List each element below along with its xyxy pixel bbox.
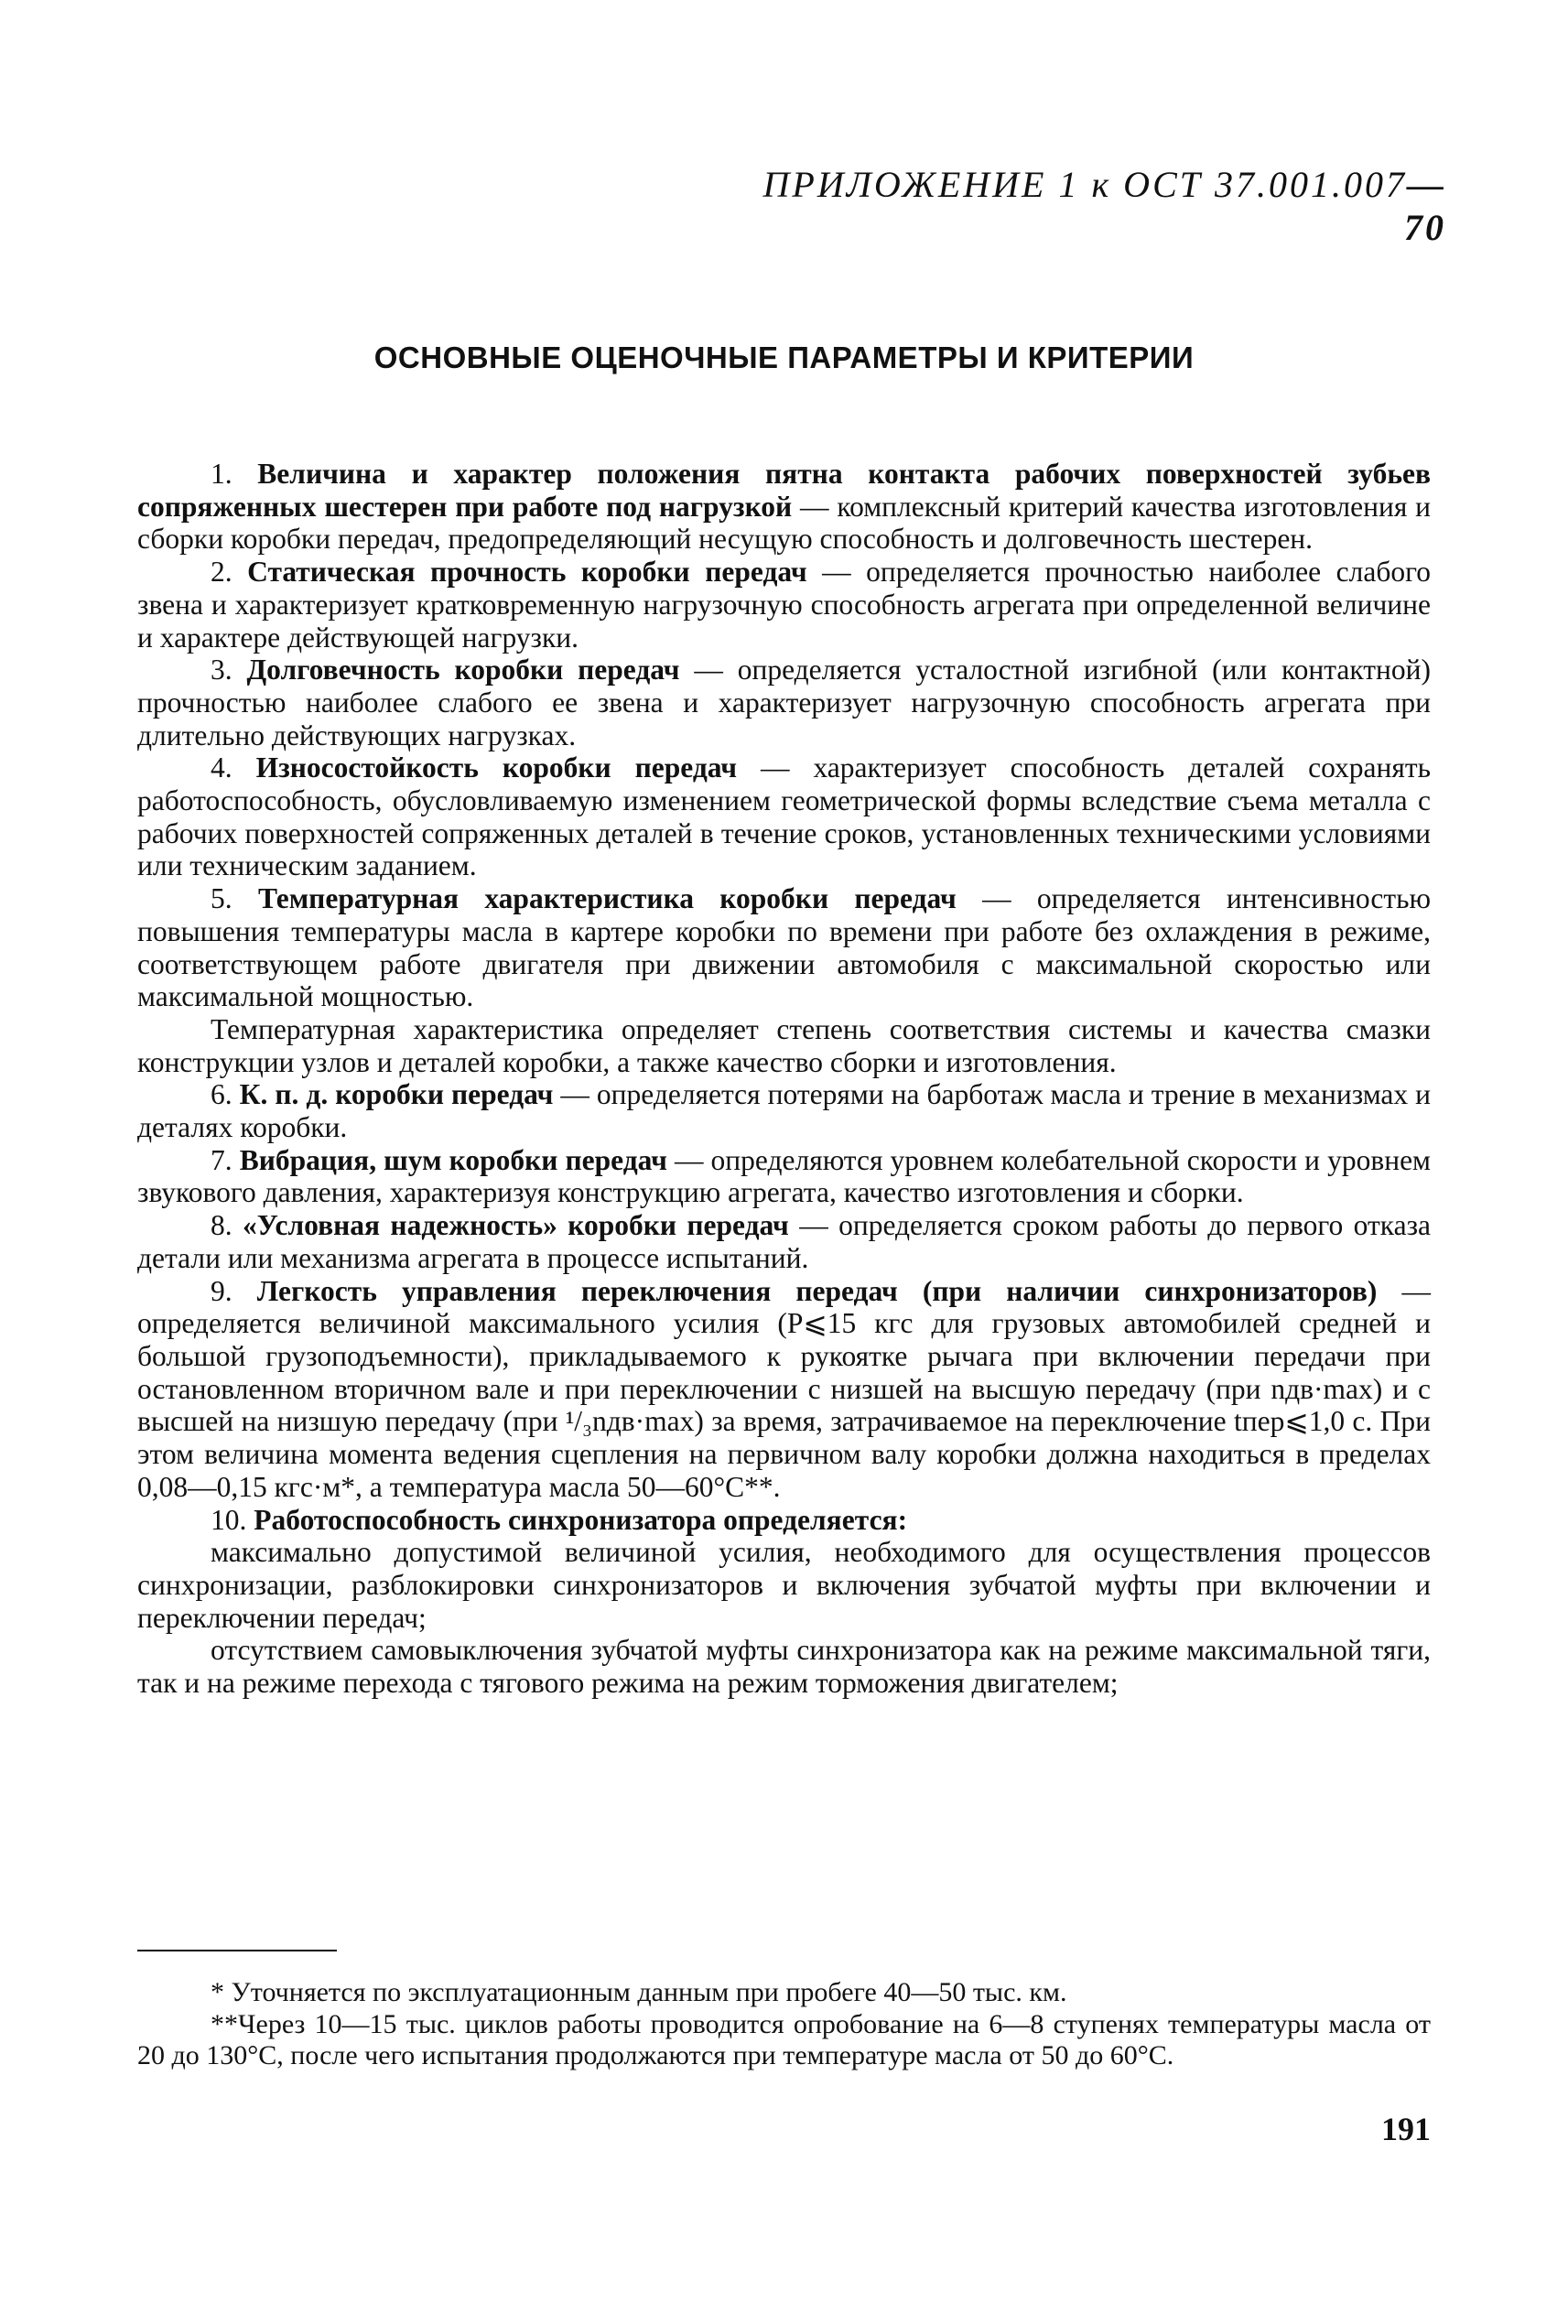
- paragraph-number: 7.: [211, 1143, 240, 1176]
- paragraph-number: 10.: [211, 1503, 254, 1536]
- paragraph-10-criterion-1: [137, 1536, 1431, 1634]
- appendix-header: [751, 163, 1446, 249]
- paragraph-text: — определяется потерями на барботаж масла и трение в механизмах и деталях коробки.: [137, 1078, 1432, 1144]
- paragraph-text: — определяется прочностью наиболее слабого звена и характеризует кратковременную нагрузочную способность агрегата при определенной величине и характере действующей нагрузки.: [137, 556, 1431, 654]
- paragraph-term: Работоспособность синхронизатора определяется:: [254, 1503, 908, 1536]
- paragraph-10-criterion-2: [137, 1634, 1431, 1699]
- paragraph-number: 5.: [211, 882, 258, 915]
- paragraph-text: — определяется величиной максимального усилия (P⩽15 кгс для грузовых автомобилей средней и большой грузоподъемности), прикладываемого к рукоятке рычага при включении передачи при остановленном вторичном вале и при переключении с низшей на высшую передачу (при nдв·max) и с высшей на низшую передачу (при ¹/₃nдв·max) за время, затрачиваемое на переключение tпер⩽1,0 с. При этом величина момента ведения сцепления на первичном валу коробки должна находиться в пределах 0,08—0,15 кгс·м*, а температура масла 50—60°С**.: [137, 1274, 1432, 1503]
- paragraph-term: Вибрация, шум коробки передач: [239, 1143, 667, 1176]
- paragraph-text: — определяется интенсивностью повышения температуры масла в картере коробки по времени при работе без охлаждения в режиме, соответствующем работе двигателя при движении автомобиля с максимальной скоростью или максимальной мощностью.: [137, 882, 1432, 1013]
- footnotes: [137, 1977, 1431, 2072]
- paragraph-number: 3.: [211, 654, 247, 686]
- footnote-1: * Уточняется по эксплуатационным данным при пробеге 40—50 тыс. км.: [211, 1977, 1067, 2007]
- paragraph-term: Статическая прочность коробки передач: [247, 556, 807, 589]
- paragraph-text: Температурная характеристика определяет степень соответствия системы и качества смазки конструкции узлов и деталей коробки, а также качество сборки и изготовления.: [137, 1012, 1431, 1078]
- paragraph-text: — комплексный критерий качества изготовления и сборки коробки передач, предопределяющий несущую способность и долговечность шестерен.: [137, 490, 1431, 556]
- footnote-2: **Через 10—15 тыс. циклов работы проводится опробование на 6—8 ступенях температуры масла от 20 до 130°С, после чего испытания продолжаются при температуре масла от 50 до 60°С.: [137, 2008, 1431, 2070]
- paragraph-term: «Условная надежность» коробки передач: [243, 1209, 789, 1242]
- paragraph-5-continued: [137, 1013, 1431, 1078]
- paragraph-9: [137, 1275, 1431, 1504]
- appendix-reference: ПРИЛОЖЕНИЕ 1 к ОСТ 37.001.007: [762, 164, 1407, 205]
- paragraph-number: 8.: [211, 1209, 243, 1242]
- footnote-divider: [137, 1950, 337, 1951]
- paragraph-number: 6.: [211, 1078, 240, 1111]
- paragraph-3: [137, 654, 1431, 751]
- paragraph-number: 2.: [211, 556, 248, 589]
- paragraph-text: максимально допустимой величиной усилия, необходимого для осуществления процессов синхронизации, разблокировки синхронизаторов и включения зубчатой муфты при включении и переключении передач;: [137, 1536, 1431, 1634]
- paragraph-text: — характеризует способность деталей сохранять работоспособность, обусловливаемую изменением геометрической формы вследствие съема металла с рабочих поверхностей сопряженных деталей в течение сроков, установленных техническими условиями или техническим заданием.: [137, 751, 1432, 882]
- paragraph-2: [137, 556, 1431, 654]
- paragraph-4: [137, 751, 1431, 882]
- paragraph-number: 1.: [211, 458, 258, 490]
- paragraph-6: [137, 1078, 1431, 1143]
- paragraph-8: [137, 1209, 1431, 1274]
- paragraph-text: отсутствием самовыключения зубчатой муфты синхронизатора как на режиме максимальной тяги, так и на режиме перехода с тягового режима на режим торможения двигателем;: [137, 1634, 1431, 1700]
- document-body: [137, 458, 1431, 1700]
- paragraph-term: Износостойкость коробки передач: [255, 751, 738, 784]
- paragraph-10: [137, 1504, 1431, 1537]
- paragraph-term: Легкость управления переключения передач (при наличии синхронизаторов): [256, 1274, 1378, 1307]
- paragraph-1: [137, 458, 1431, 556]
- standard-year-suffix: —70: [1404, 164, 1446, 248]
- paragraph-term: Величина и характер положения пятна контакта рабочих поверхностей зубьев сопряженных шестерен при работе под нагрузкой: [137, 458, 1431, 523]
- paragraph-text: — определяются уровнем колебательной скорости и уровнем звукового давления, характеризуя конструкцию агрегата, качество изготовления и сборки.: [137, 1143, 1431, 1209]
- paragraph-5: [137, 882, 1431, 1013]
- paragraph-term: Температурная характеристика коробки передач: [257, 882, 957, 915]
- paragraph-term: Долговечность коробки передач: [246, 654, 680, 686]
- page-number: 191: [1381, 2111, 1431, 2147]
- paragraph-term: К. п. д. коробки передач: [239, 1078, 554, 1111]
- paragraph-number: 9.: [211, 1274, 257, 1307]
- page-title: ОСНОВНЫЕ ОЦЕНОЧНЫЕ ПАРАМЕТРЫ И КРИТЕРИИ: [373, 340, 1195, 374]
- paragraph-text: — определяется сроком работы до первого отказа детали или механизма агрегата в процессе испытаний.: [137, 1209, 1432, 1274]
- paragraph-7: [137, 1144, 1431, 1209]
- paragraph-number: 4.: [211, 751, 256, 784]
- paragraph-text: — определяется усталостной изгибной (или контактной) прочностью наиболее слабого ее звена и характеризует нагрузочную способность агрегата при длительно действующих нагрузках.: [137, 654, 1431, 751]
